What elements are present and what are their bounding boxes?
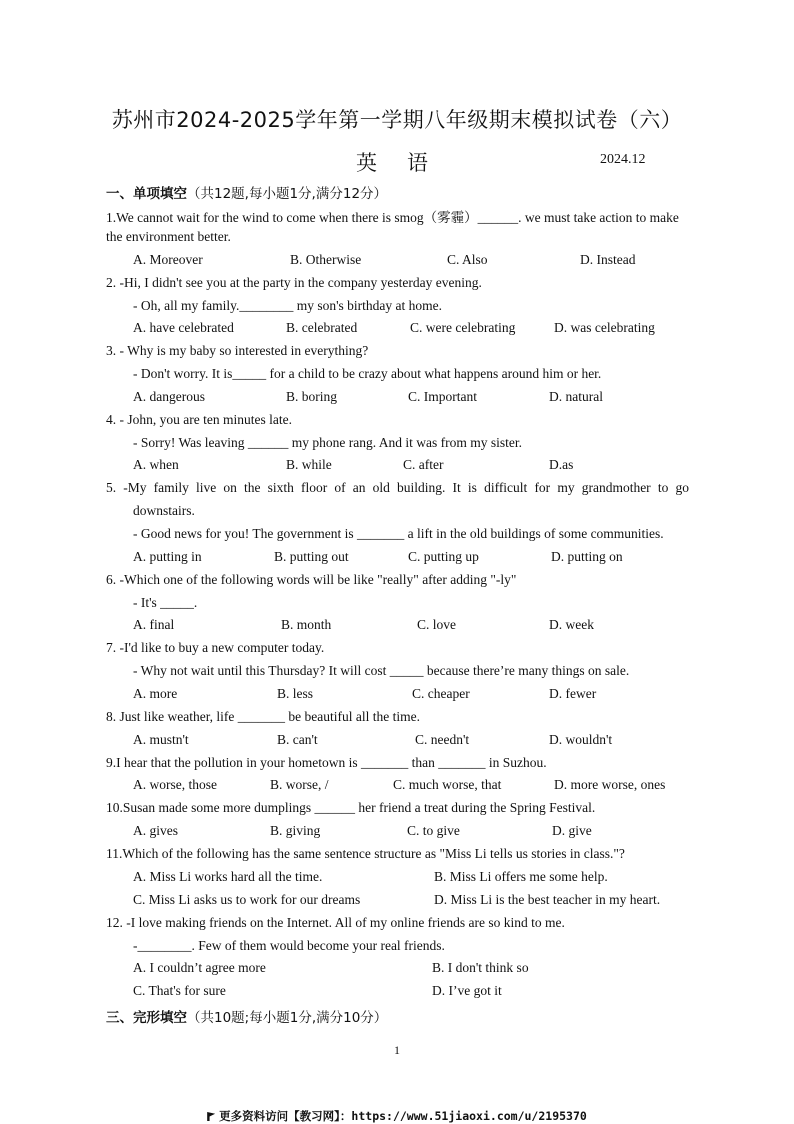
question-8-stem: 8. Just like weather, life _______ be beautiful all the time. <box>106 709 421 724</box>
option-b: B. Otherwise <box>290 252 362 267</box>
option-b: B. giving <box>270 823 321 838</box>
word: -My <box>123 480 147 495</box>
option-c: C. needn't <box>415 732 470 747</box>
option-c: C. Also <box>447 252 488 267</box>
option-d: D. more worse, ones <box>554 777 666 792</box>
word: It <box>452 480 461 495</box>
question-5-reply: - Good news for you! The government is _______ a lift in the old buildings of some communities. <box>133 526 664 541</box>
option-d: D. was celebrating <box>554 320 655 335</box>
option-a: A. more <box>133 686 178 701</box>
word: on <box>223 480 237 495</box>
word: of <box>334 480 346 495</box>
option-b: B. Miss Li offers me some help. <box>434 869 608 884</box>
word: go <box>675 480 689 495</box>
word: an <box>352 480 366 495</box>
exam-date: 2024.12 <box>600 152 646 167</box>
option-d: D. natural <box>549 389 603 404</box>
option-a: A. gives <box>133 823 178 838</box>
option-a: A. when <box>133 457 179 472</box>
option-b: B. while <box>286 457 332 472</box>
option-d: D. Miss Li is the best teacher in my heart. <box>434 892 661 907</box>
question-7-stem: 7. -I'd like to buy a new computer today. <box>106 640 325 655</box>
page-number: 1 <box>394 1043 400 1057</box>
word: the <box>244 480 261 495</box>
option-a: A. final <box>133 617 175 632</box>
option-b: B. worse, / <box>270 777 329 792</box>
question-7-reply: - Why not wait until this Thursday? It will cost _____ because there’re many things on sale. <box>133 663 630 678</box>
section-heading-single-choice <box>106 182 387 202</box>
option-b: B. month <box>281 617 332 632</box>
word: 5. <box>106 480 117 495</box>
section-heading-text: 一、单项填空 <box>106 186 187 202</box>
question-3-stem: 3. - Why is my baby so interested in everything? <box>106 343 369 358</box>
section-heading-text: 三、完形填空 <box>106 1010 187 1026</box>
flag-icon <box>207 1112 215 1121</box>
option-c: C. Important <box>408 389 477 404</box>
option-c: C. were celebrating <box>410 320 516 335</box>
word: old <box>372 480 390 495</box>
option-b: B. celebrated <box>286 320 358 335</box>
question-2-stem: 2. -Hi, I didn't see you at the party in the company yesterday evening. <box>106 275 482 290</box>
question-2-reply: - Oh, all my family.________ my son's birthday at home. <box>133 298 443 313</box>
option-d: D. fewer <box>549 686 597 701</box>
question-12-stem: 12. -I love making friends on the Internet. All of my online friends are so kind to me. <box>106 915 565 930</box>
word: family <box>153 480 189 495</box>
footer-text[interactable]: 更多资料访问【教习网】：https://www.51jiaoxi.com/u/2195370 <box>219 1109 587 1123</box>
option-c: C. after <box>403 457 444 472</box>
option-a: A. have celebrated <box>133 320 234 335</box>
option-b: B. boring <box>286 389 338 404</box>
option-a: A. mustn't <box>133 732 189 747</box>
option-b: B. I don't think so <box>432 960 529 975</box>
option-d: D.as <box>549 457 574 472</box>
footer-link[interactable] <box>0 1108 794 1124</box>
question-1-stem-cont: the environment better. <box>106 229 231 244</box>
word: to <box>657 480 669 495</box>
option-d: D. putting on <box>551 549 623 564</box>
option-b: B. less <box>277 686 314 701</box>
option-c: C. putting up <box>408 549 479 564</box>
option-c: C. That's for sure <box>133 983 226 998</box>
question-3-reply: - Don't worry. It is_____ for a child to be crazy about what happens around him or her. <box>133 366 602 381</box>
word: sixth <box>267 480 294 495</box>
option-a: A. dangerous <box>133 389 205 404</box>
question-10-stem: 10.Susan made some more dumplings ______ her friend a treat during the Spring Festival. <box>106 800 596 815</box>
option-c: C. cheaper <box>412 686 470 701</box>
option-a: A. worse, those <box>133 777 217 792</box>
option-d: D. Instead <box>580 252 636 267</box>
option-a: A. I couldn’t agree more <box>133 960 266 975</box>
option-a: A. putting in <box>133 549 202 564</box>
question-12-reply: -________. Few of them would become your real friends. <box>133 938 445 953</box>
question-11-stem: 11.Which of the following has the same sentence structure as "Miss Li tells us stories in class."? <box>106 846 625 861</box>
subject-title: 英语 <box>356 151 458 175</box>
option-d: D. wouldn't <box>549 732 613 747</box>
question-1-stem: 1.We cannot wait for the wind to come when there is smog（雾霾）______. we must take action to make <box>106 210 679 225</box>
option-c: C. Miss Li asks us to work for our dreams <box>133 892 361 907</box>
option-d: D. week <box>549 617 594 632</box>
question-9-stem: 9.I hear that the pollution in your hometown is _______ than _______ in Suzhou. <box>106 755 547 770</box>
question-6-stem: 6. -Which one of the following words will be like "really" after adding "-ly" <box>106 572 517 587</box>
word: for <box>534 480 551 495</box>
option-c: C. to give <box>407 823 460 838</box>
option-b: B. putting out <box>274 549 349 564</box>
word: difficult <box>484 480 528 495</box>
option-b: B. can't <box>277 732 318 747</box>
section-note: （共12题,每小题1分,满分12分） <box>187 186 388 202</box>
section-note: （共10题;每小题1分,满分10分） <box>187 1010 388 1026</box>
exam-title: 苏州市2024-2025学年第一学期八年级期末模拟试卷（六） <box>111 108 683 132</box>
section-heading-cloze <box>106 1006 387 1026</box>
option-a: A. Miss Li works hard all the time. <box>133 869 323 884</box>
option-c: C. love <box>417 617 456 632</box>
word: building. <box>397 480 446 495</box>
word: live <box>196 480 217 495</box>
option-a: A. Moreover <box>133 252 203 267</box>
word: floor <box>301 480 328 495</box>
option-c: C. much worse, that <box>393 777 502 792</box>
word: my <box>557 480 575 495</box>
word: is <box>467 480 477 495</box>
option-d: D. I’ve got it <box>432 983 502 998</box>
word: grandmother <box>581 480 651 495</box>
question-5-stem-cont: downstairs. <box>133 503 195 518</box>
question-5-stem <box>106 480 689 496</box>
question-4-stem: 4. - John, you are ten minutes late. <box>106 412 292 427</box>
question-4-reply: - Sorry! Was leaving ______ my phone rang. And it was from my sister. <box>133 435 522 450</box>
question-6-reply: - It's _____. <box>133 595 198 610</box>
option-d: D. give <box>552 823 592 838</box>
